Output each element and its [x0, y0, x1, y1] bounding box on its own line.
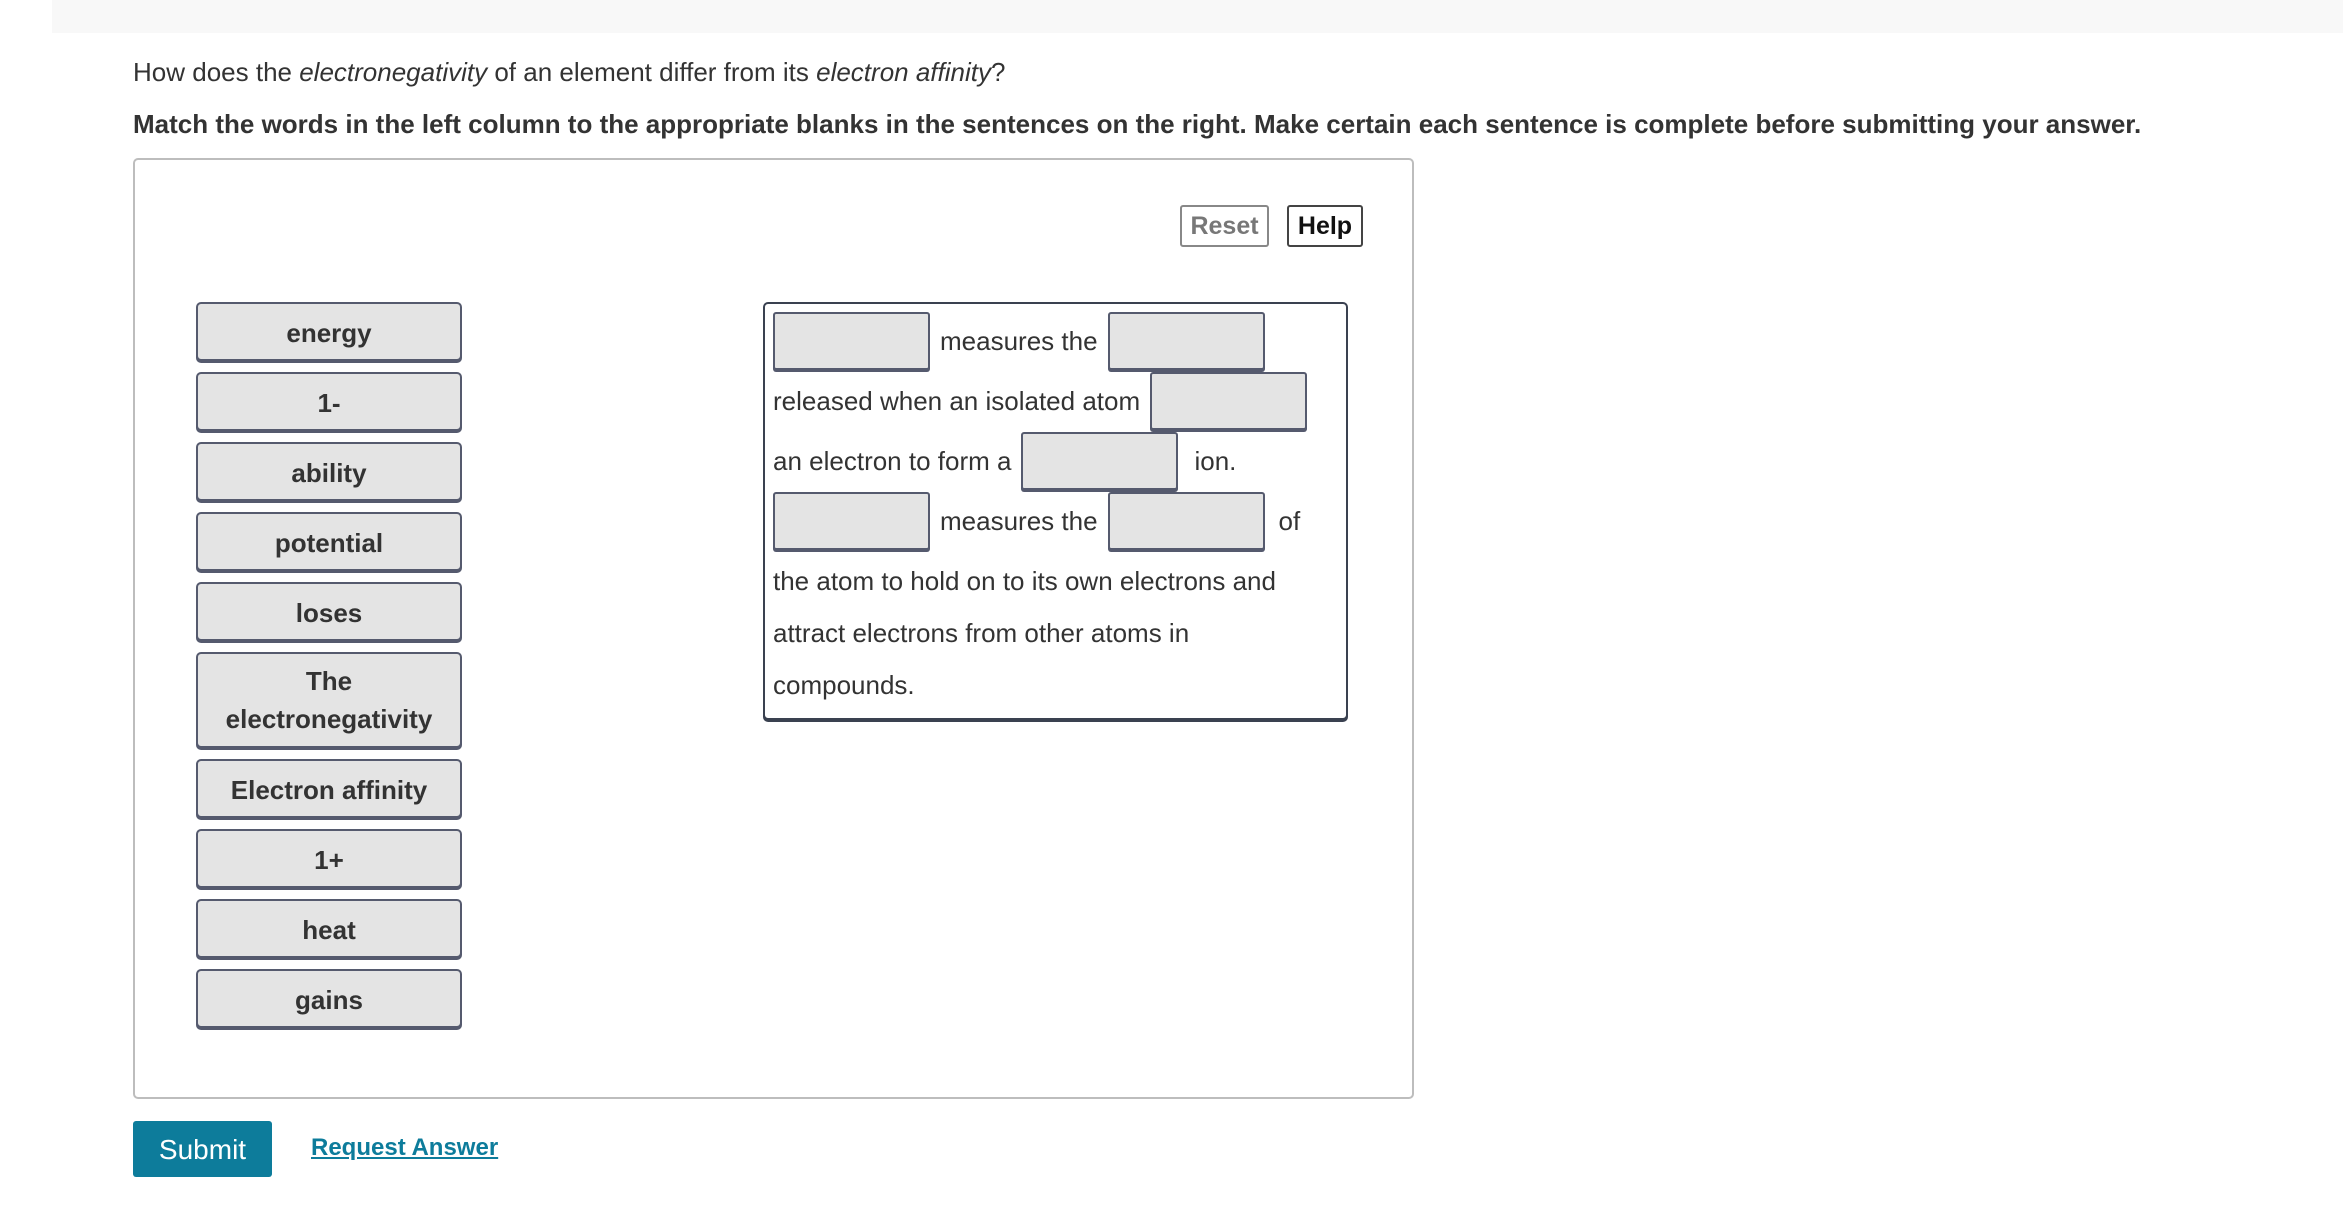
sentence1-ion: ion.	[1194, 445, 1237, 476]
question-term-electron-affinity: electron affinity	[816, 57, 991, 87]
matching-panel	[133, 158, 1414, 1099]
word-tile-1-plus[interactable]: 1+	[196, 829, 462, 888]
word-tile-gains[interactable]: gains	[196, 969, 462, 1028]
question-text-2: of an element differ from its	[487, 57, 817, 87]
word-tile-the-electronegativity-line2: electronegativity	[225, 704, 433, 734]
question-text-1: How does the	[133, 57, 300, 87]
word-tile-loses[interactable]: loses	[196, 582, 462, 641]
sentence1-released: released when an isolated atom	[773, 385, 1141, 416]
top-bar	[52, 0, 2343, 33]
sentence1-row1	[773, 310, 1265, 372]
word-tile-energy[interactable]: energy	[196, 302, 462, 361]
word-tile-the-electronegativity-line1: The	[305, 666, 353, 696]
instruction-text: Match the words in the left column to the appropriate blanks in the sentences on the right. Make certain each sentence is complete before submitting your answer.	[133, 109, 2142, 139]
drop-blank-3[interactable]	[1150, 372, 1307, 430]
drop-blank-5[interactable]	[773, 492, 930, 550]
word-tile-ability[interactable]: ability	[196, 442, 462, 501]
sentence2-line2: the atom to hold on to its own electrons and	[773, 566, 1276, 596]
drop-blank-4[interactable]	[1021, 432, 1178, 490]
sentence-area	[763, 302, 1348, 720]
word-bank	[196, 302, 464, 1039]
drop-blank-1[interactable]	[773, 312, 930, 370]
word-tile-the-electronegativity[interactable]	[196, 652, 462, 748]
sentence2-measures-the: measures the	[940, 505, 1098, 536]
drop-blank-2[interactable]	[1108, 312, 1265, 370]
sentence1-measures-the: measures the	[940, 325, 1098, 356]
question-text-3: ?	[990, 57, 1006, 87]
reset-button[interactable]: Reset	[1180, 205, 1269, 247]
sentence1-row2	[773, 370, 1307, 432]
sentence1-an-electron: an electron to form a	[773, 445, 1012, 476]
sentence2-of: of	[1278, 505, 1301, 536]
word-tile-electron-affinity[interactable]: Electron affinity	[196, 759, 462, 818]
sentence2-line4: compounds.	[773, 670, 915, 700]
word-tile-heat[interactable]: heat	[196, 899, 462, 958]
drop-blank-6[interactable]	[1108, 492, 1265, 550]
word-tile-1-minus[interactable]: 1-	[196, 372, 462, 431]
request-answer-link[interactable]: Request Answer	[311, 1134, 499, 1161]
question-prompt	[133, 54, 1005, 90]
word-tile-potential[interactable]: potential	[196, 512, 462, 571]
sentence2-line3: attract electrons from other atoms in	[773, 618, 1190, 648]
question-term-electronegativity: electronegativity	[299, 57, 488, 87]
help-button[interactable]: Help	[1287, 205, 1363, 247]
sentence2-row1	[773, 490, 1310, 552]
sentence1-row3	[773, 430, 1246, 492]
submit-button[interactable]: Submit	[133, 1121, 272, 1177]
